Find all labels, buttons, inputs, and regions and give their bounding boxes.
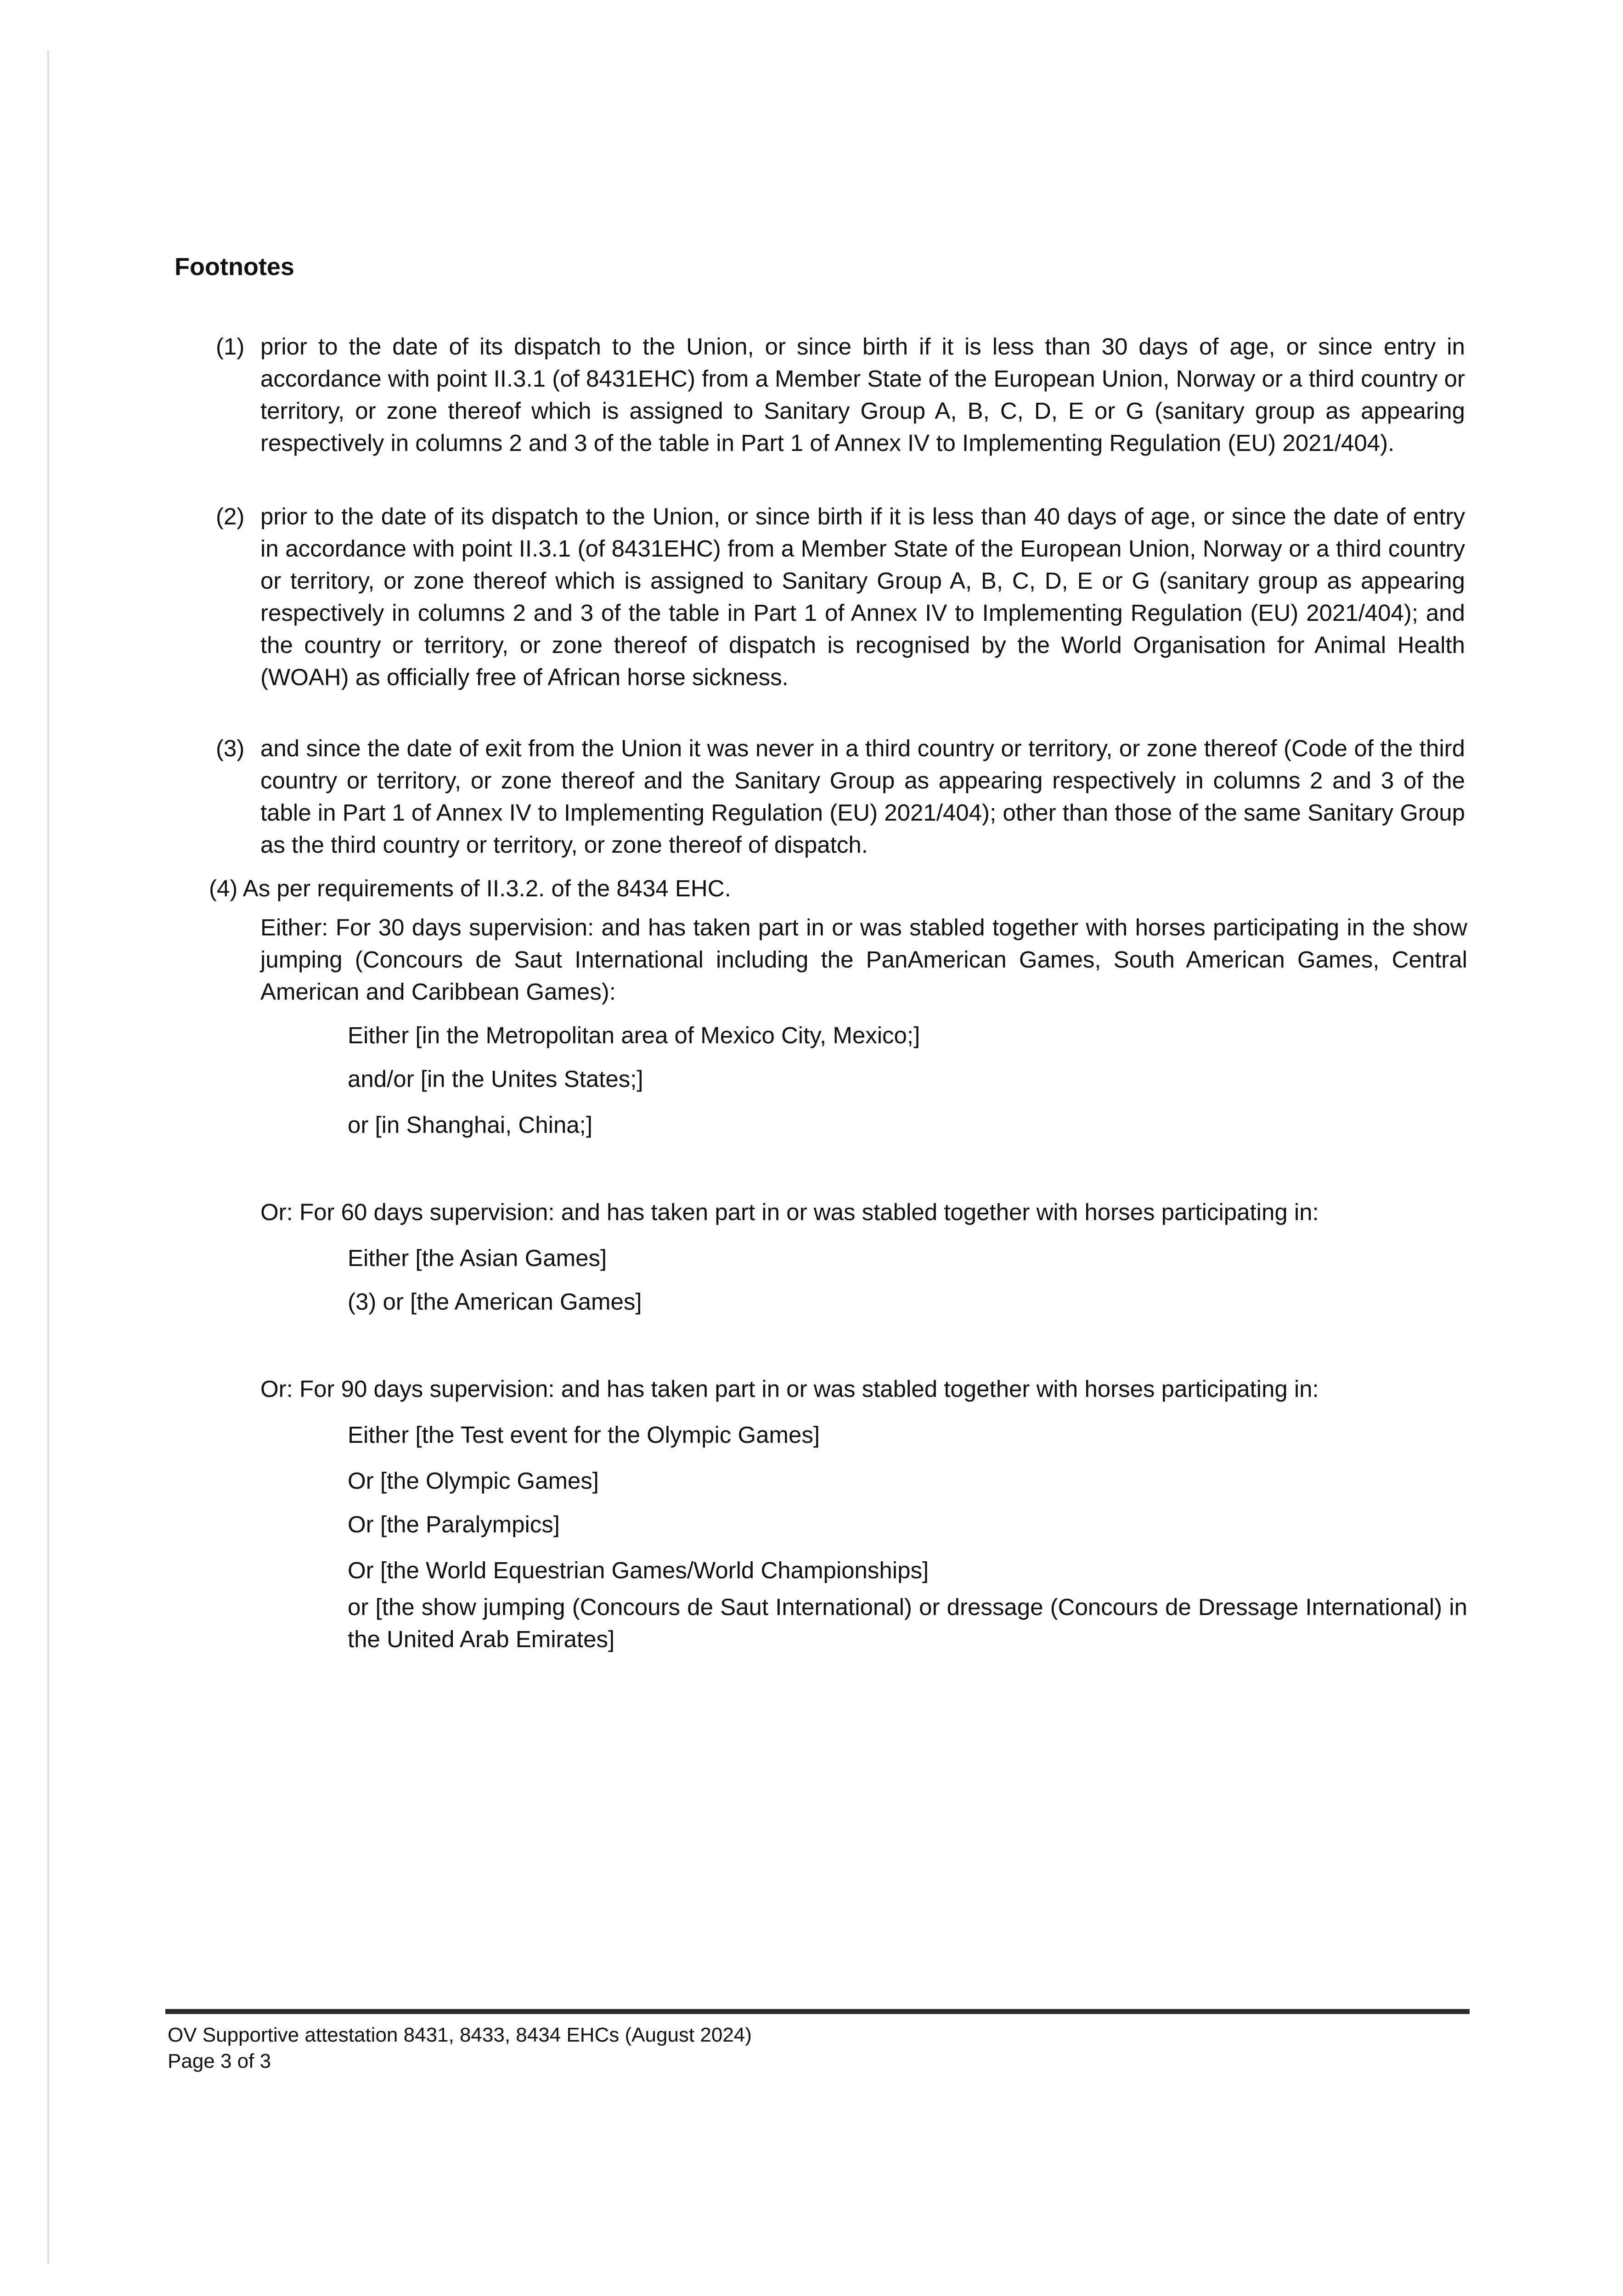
footer-page-number: Page 3 of 3 — [168, 2050, 271, 2072]
option-30-item: or [in Shanghai, China;] — [348, 1112, 593, 1138]
footnote-text: and since the date of exit from the Union it was never in a third country or territory, or zone thereof (Code of the third country or territory, or zone thereof and the Sanitary Group as appearing respectively in columns 2 and 3 of the table in Part 1 of Annex IV to Implementing Regulation (EU) 2021/404); other than those of the same Sanitary Group as the third country or territory, or zone thereof of dispatch. — [260, 735, 1465, 858]
footnotes-heading: Footnotes — [175, 253, 294, 281]
option-90-item: Or [the Paralympics] — [348, 1511, 560, 1537]
option-60-item: Either [the Asian Games] — [348, 1245, 607, 1271]
footnote-number: (1) — [216, 333, 245, 360]
footer-divider — [165, 2009, 1470, 2014]
option-90-item: or [the show jumping (Concours de Saut International) or dressage (Concours de Dressage International) in the United Arab Emirates] — [348, 1594, 1467, 1652]
footnote-text: prior to the date of its dispatch to the Union, or since birth if it is less than 30 days of age, or since entry in accordance with point II.3.1 (of 8431EHC) from a Member State of the European Union, Norway or a third country or territory, or zone thereof which is assigned to Sanitary Group A, B, C, D, E or G (sanitary group as appearing respectively in columns 2 and 3 of the table in Part 1 of Annex IV to Implementing Regulation (EU) 2021/404). — [260, 333, 1465, 456]
footer-title: OV Supportive attestation 8431, 8433, 8434 EHCs (August 2024) — [168, 2024, 752, 2046]
option-30-item: Either [in the Metropolitan area of Mexico City, Mexico;] — [348, 1022, 920, 1048]
option-90-days-text: Or: For 90 days supervision: and has taken part in or was stabled together with horses participating in: — [260, 1376, 1319, 1402]
option-60-days-text: Or: For 60 days supervision: and has taken part in or was stabled together with horses participating in: — [260, 1199, 1319, 1225]
option-90-item: Either [the Test event for the Olympic Games] — [348, 1422, 820, 1448]
option-90-item: Or [the World Equestrian Games/World Championships] — [348, 1557, 929, 1583]
footnote-2 — [216, 501, 1465, 693]
footnote-4-intro: (4) As per requirements of II.3.2. of the 8434 EHC. — [209, 875, 731, 901]
footnote-3 — [216, 732, 1465, 861]
option-30-days-text: Either: For 30 days supervision: and has taken part in or was stabled together with horses participating in the show jumping (Concours de Saut International including the PanAmerican Games, South American Games, Central American and Caribbean Games): — [260, 914, 1467, 1005]
footnote-number: (2) — [216, 503, 245, 529]
option-60-item: (3) or [the American Games] — [348, 1289, 642, 1315]
footnote-text: prior to the date of its dispatch to the Union, or since birth if it is less than 40 days of age, or since the date of entry in accordance with point II.3.1 (of 8431EHC) from a Member State of the European Union, Norway or a third country or territory, or zone thereof which is assigned to Sanitary Group A, B, C, D, E or G (sanitary group as appearing respectively in columns 2 and 3 of the table in Part 1 of Annex IV to Implementing Regulation (EU) 2021/404); and the country or territory, or zone thereof of dispatch is recognised by the World Organisation for Animal Health (WOAH) as officially free of African horse sickness. — [260, 503, 1465, 690]
footnote-number: (3) — [216, 735, 245, 761]
option-90-item: Or [the Olympic Games] — [348, 1468, 599, 1494]
option-30-item: and/or [in the Unites States;] — [348, 1066, 643, 1092]
footnote-1 — [216, 331, 1465, 459]
